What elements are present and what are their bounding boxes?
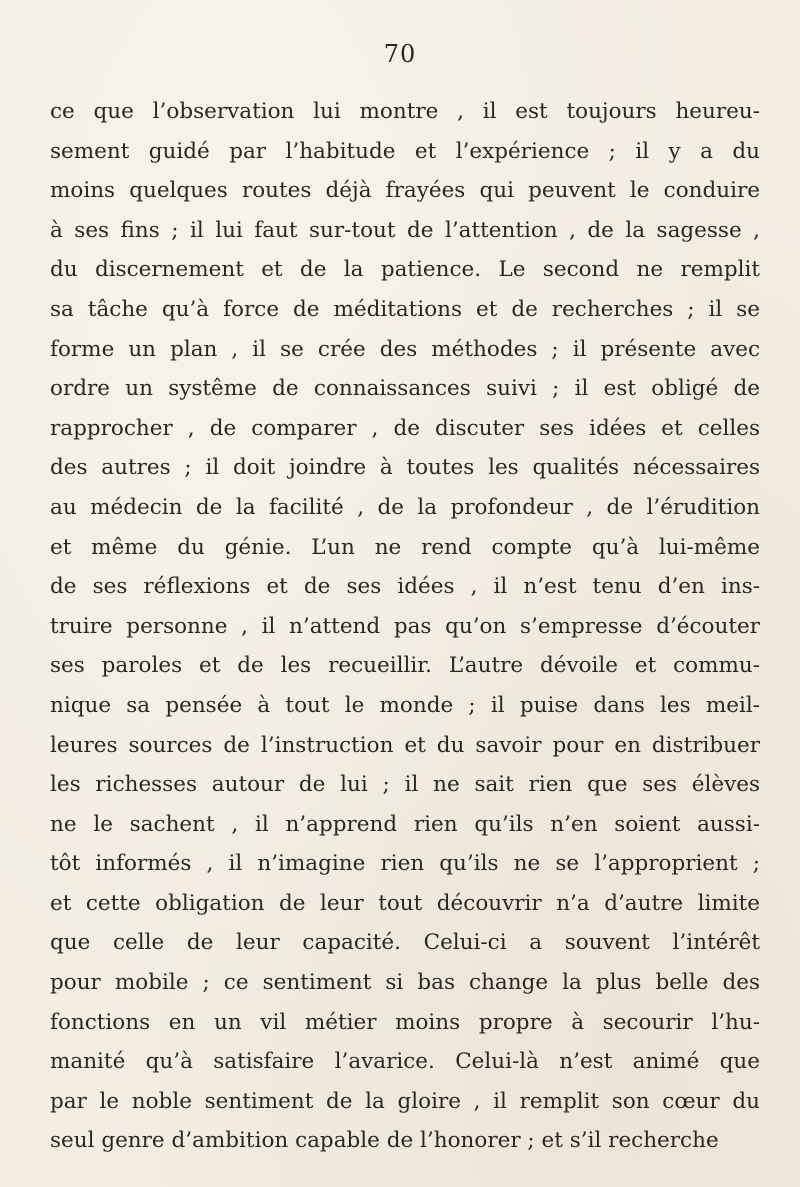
text-line: pour mobile ; ce sentiment si bas change la plus belle des	[50, 970, 760, 996]
text-line: manité qu’à satisfaire l’avarice. Celui-là n’est animé que	[50, 1049, 760, 1075]
text-line: sa tâche qu’à force de méditations et de recherches ; il se	[50, 296, 760, 322]
text-line: que celle de leur capacité. Celui-ci a souvent l’intérêt	[50, 930, 760, 956]
text-line: des autres ; il doit joindre à toutes les qualités nécessaires	[50, 455, 760, 481]
text-line: de ses réflexions et de ses idées , il n’est tenu d’en ins-	[50, 574, 760, 600]
text-line: à ses fins ; il lui faut sur-tout de l’attention , de la sagesse ,	[50, 217, 760, 243]
text-line: les richesses autour de lui ; il ne sait rien que ses élèves	[50, 772, 760, 798]
body-text	[50, 92, 760, 1161]
text-line: rapprocher , de comparer , de discuter ses idées et celles	[50, 415, 760, 441]
text-line: au médecin de la facilité , de la profondeur , de l’érudition	[50, 494, 760, 520]
text-line: ce que l’observation lui montre , il est toujours heureu-	[50, 99, 760, 124]
text-line: fonctions en un vil métier moins propre à secourir l’hu-	[50, 1009, 760, 1035]
text-line: seul genre d’ambition capable de l’honorer ; et s’il recherche	[50, 1128, 719, 1154]
text-line: ne le sachent , il n’apprend rien qu’ils n’en soient aussi-	[50, 811, 760, 837]
text-line: et même du génie. L’un ne rend compte qu’à lui-même	[50, 534, 760, 560]
text-line: truire personne , il n’attend pas qu’on s’empresse d’écouter	[50, 613, 760, 639]
text-line: ses paroles et de les recueillir. L’autre dévoile et commu-	[50, 653, 760, 679]
text-line: moins quelques routes déjà frayées qui peuvent le conduire	[50, 178, 760, 204]
text-line: et cette obligation de leur tout découvrir n’a d’autre limite	[50, 890, 760, 916]
page-number: 70	[383, 40, 417, 68]
text-line: leures sources de l’instruction et du savoir pour en distribuer	[50, 732, 760, 758]
text-line: forme un plan , il se crée des méthodes ; il présente avec	[50, 336, 760, 362]
text-line: ordre un systême de connaissances suivi ; il est obligé de	[50, 376, 760, 402]
text-line: sement guidé par l’habitude et l’expérience ; il y a du	[50, 138, 760, 164]
text-line: du discernement et de la patience. Le second ne remplit	[50, 257, 760, 283]
text-line: nique sa pensée à tout le monde ; il puise dans les meil-	[50, 692, 760, 718]
text-line: tôt informés , il n’imagine rien qu’ils ne se l’approprient ;	[50, 851, 760, 877]
text-line: par le noble sentiment de la gloire , il remplit son cœur du	[50, 1088, 760, 1114]
